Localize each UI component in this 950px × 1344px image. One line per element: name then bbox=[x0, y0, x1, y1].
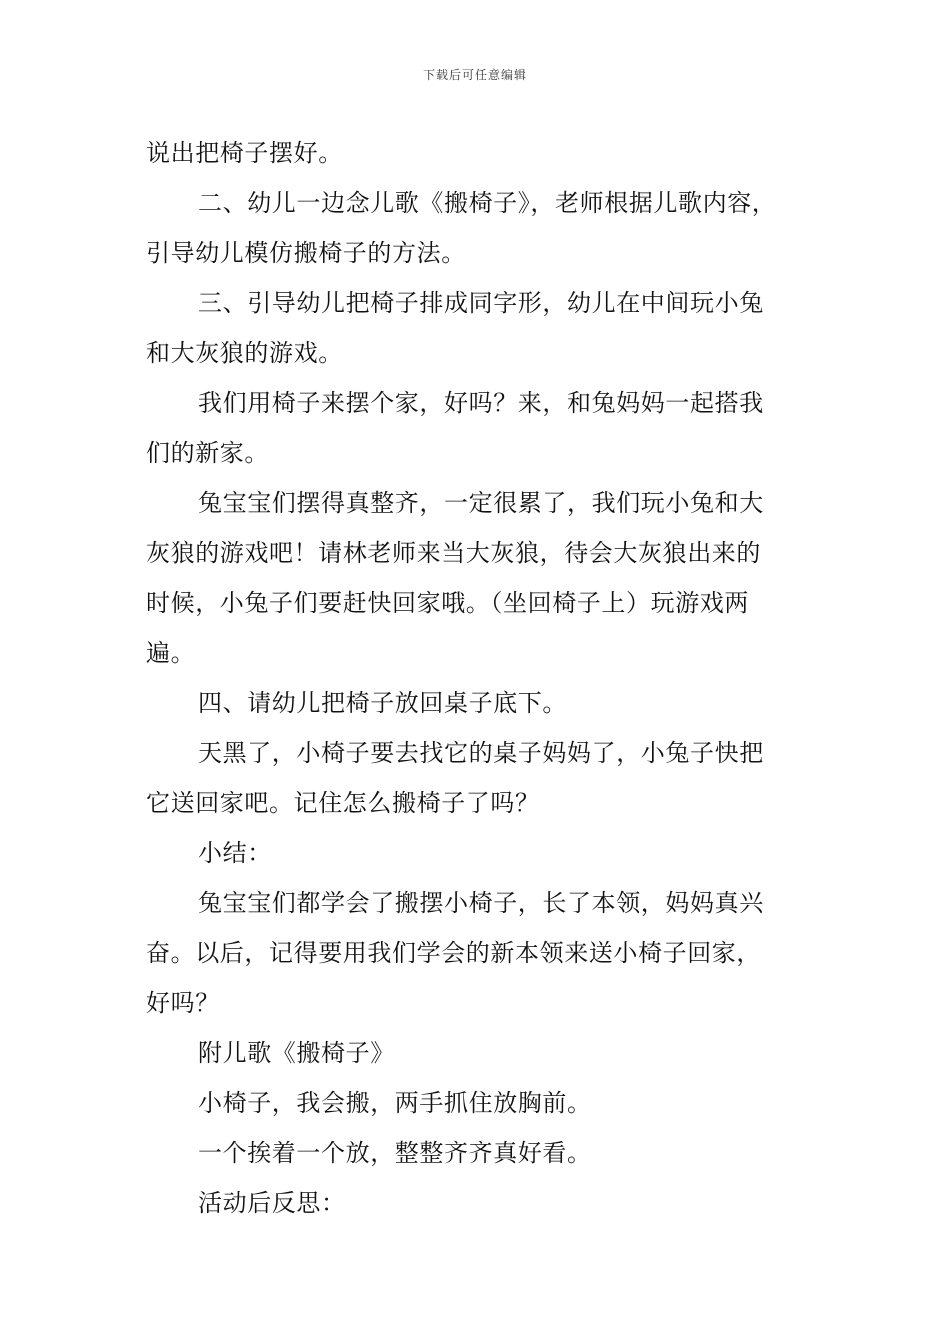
paragraph-line: 好吗？ bbox=[146, 989, 220, 1017]
paragraph-line: 附儿歌《搬椅子》 bbox=[198, 1039, 395, 1067]
paragraph-line: 奋。以后，记得要用我们学会的新本领来送小椅子回家， bbox=[146, 939, 761, 967]
paragraph-line: 说出把椅子摆好。 bbox=[146, 139, 343, 167]
paragraph bbox=[146, 828, 836, 878]
paragraph-line: 一个挨着一个放，整整齐齐真好看。 bbox=[198, 1139, 592, 1167]
paragraph-line: 时候，小兔子们要赶快回家哦。（坐回椅子上）玩游戏两 bbox=[146, 589, 749, 617]
paragraph bbox=[146, 1078, 836, 1128]
paragraph-line: 三、引导幼儿把椅子排成同字形，幼儿在中间玩小兔 bbox=[198, 289, 764, 317]
paragraph-line: 灰狼的游戏吧！请林老师来当大灰狼，待会大灰狼出来的 bbox=[146, 539, 761, 567]
paragraph bbox=[146, 878, 836, 1028]
paragraph-line: 它送回家吧。记住怎么搬椅子了吗？ bbox=[146, 789, 540, 817]
paragraph-line: 和大灰狼的游戏。 bbox=[146, 339, 343, 367]
paragraph-line: 我们用椅子来摆个家，好吗？来，和兔妈妈一起搭我 bbox=[198, 389, 764, 417]
paragraph bbox=[146, 1028, 836, 1078]
paragraph-line: 小椅子，我会搬，两手抓住放胸前。 bbox=[198, 1089, 592, 1117]
paragraph-line: 活动后反思： bbox=[198, 1189, 346, 1217]
paragraph bbox=[146, 1128, 836, 1178]
paragraph bbox=[146, 678, 836, 728]
paragraph-line: 天黑了，小椅子要去找它的桌子妈妈了，小兔子快把 bbox=[198, 739, 764, 767]
paragraph bbox=[146, 728, 836, 828]
paragraph-line: 兔宝宝们都学会了搬摆小椅子，长了本领，妈妈真兴 bbox=[198, 889, 764, 917]
paragraph bbox=[146, 128, 836, 178]
paragraph-line: 小结： bbox=[198, 839, 272, 867]
document-body bbox=[146, 128, 836, 1228]
paragraph-line: 二、幼儿一边念儿歌《搬椅子》，老师根据儿歌内容， bbox=[198, 189, 777, 217]
page-header: 下载后可任意编辑 bbox=[422, 68, 527, 82]
paragraph bbox=[146, 478, 836, 678]
paragraph bbox=[146, 1178, 836, 1228]
paragraph bbox=[146, 378, 836, 478]
paragraph bbox=[146, 278, 836, 378]
paragraph-line: 们的新家。 bbox=[146, 439, 269, 467]
paragraph-line: 四、请幼儿把椅子放回桌子底下。 bbox=[198, 689, 567, 717]
paragraph bbox=[146, 178, 836, 278]
paragraph-line: 遍。 bbox=[146, 639, 196, 667]
paragraph-line: 引导幼儿模仿搬椅子的方法。 bbox=[146, 239, 466, 267]
paragraph-line: 兔宝宝们摆得真整齐，一定很累了，我们玩小兔和大 bbox=[198, 489, 764, 517]
